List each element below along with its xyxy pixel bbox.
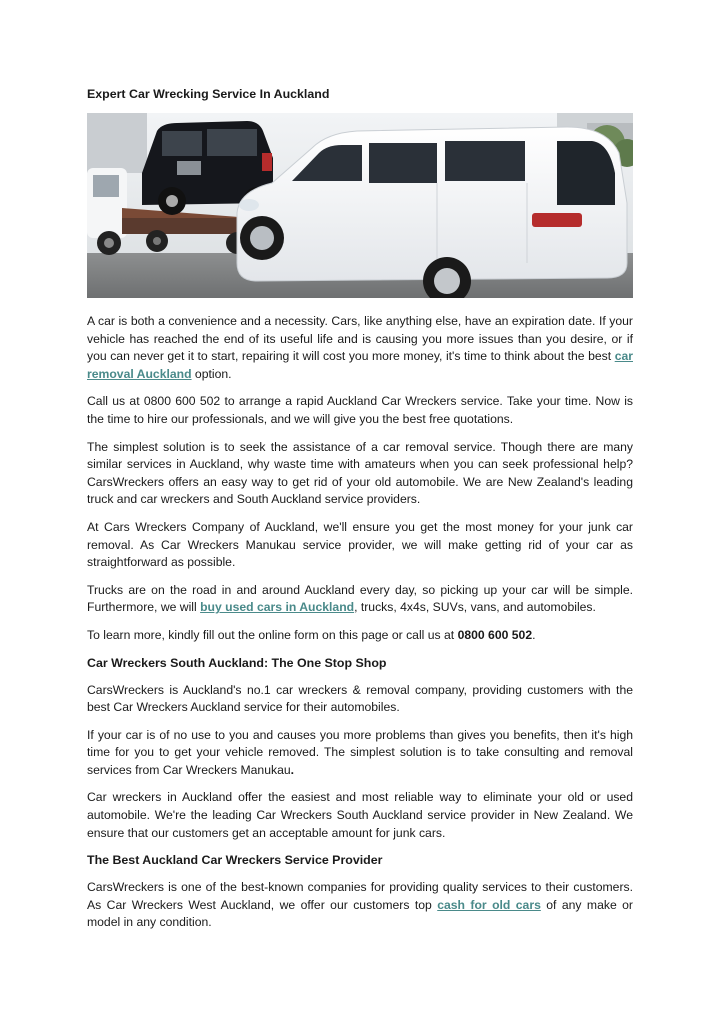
paragraph-text: of any make or model in any condition. [87,897,633,930]
document-content [87,86,633,932]
paragraph-text: . [532,627,536,642]
paragraph-simplest-solution: The simplest solution is to seek the assistance of a car removal service. Though there are many similar services in Auckland, why waste time with amateurs when you can seek professional help? CarsWreckers offers an easy way to get rid of your old automobile. We are New Zealand's leading truck and car wreckers and South Auckland service providers. [87,439,633,507]
paragraph-text: A car is both a convenience and a necessity. Cars, like anything else, have an expiration date. If your vehicle has reached the end of its useful life and is causing you more issues than you desire, or if you can never get it to start, repairing it will cost you more money, it's time to think about the best [87,314,633,364]
section-heading-expert: Expert Car Wrecking Service In Auckland [87,87,330,101]
phone-number: 0800 600 502 [457,627,533,642]
link-cash-for-old-cars[interactable]: cash for old cars [437,897,541,912]
paragraph-learn-more [87,627,633,645]
paragraph-text: To learn more, kindly fill out the online form on this page or call us at [87,627,458,642]
paragraph-text: , trucks, 4x4s, SUVs, vans, and automobiles. [354,600,596,615]
paragraph-text: If your car is of no use to you and causes you more problems than gives you benefits, then it's high time for you to get your vehicle removed. The simplest solution is to take consulting and removal services from Car Wreckers Manukau [87,727,633,777]
paragraph-end-mark: . [290,762,295,777]
paragraph-no1-wreckers: CarsWreckers is Auckland's no.1 car wreckers & removal company, providing customers with the best Car Wreckers Auckland service for their automobiles. [87,682,633,715]
paragraph-call-us: Call us at 0800 600 502 to arrange a rapid Auckland Car Wreckers service. Take your time. Now is the time to hire our professionals, and we will give you the best free quotations. [87,394,633,426]
section-heading-best-provider: The Best Auckland Car Wreckers Service Provider [87,853,383,868]
paragraph-easiest-way: Car wreckers in Auckland offer the easiest and most reliable way to eliminate your old or used automobile. We're the leading Car Wreckers South Auckland service provider in New Zealand. We ensure that our customers get an acceptable amount for junk cars. [87,790,633,840]
paragraph-trucks [87,582,633,617]
paragraph-no-use [87,727,633,780]
paragraph-intro [87,313,633,383]
paragraph-text: option. [191,366,232,381]
section-heading-one-stop-shop: Car Wreckers South Auckland: The One Stop Shop [87,655,387,670]
hero-image [87,113,633,298]
paragraph-cars-wreckers-company: At Cars Wreckers Company of Auckland, we'll ensure you get the most money for your junk car removal. As Car Wreckers Manukau service provider, we will make getting rid of your car as straightforward as possible. [87,519,633,570]
link-buy-used-cars[interactable]: buy used cars in Auckland [200,600,355,615]
car-tow-truck-photo-icon [87,113,633,298]
paragraph-text: Trucks are on the road in and around Auckland every day, so picking up your car will be simple. Furthermore, we will [87,582,633,615]
link-car-removal-auckland[interactable]: car removal Auckland [87,349,633,381]
paragraph-text: CarsWreckers is one of the best-known companies for providing quality services to their customers. As Car Wreckers West Auckland, we offer our customers top [87,880,633,912]
paragraph-best-known [87,879,633,932]
